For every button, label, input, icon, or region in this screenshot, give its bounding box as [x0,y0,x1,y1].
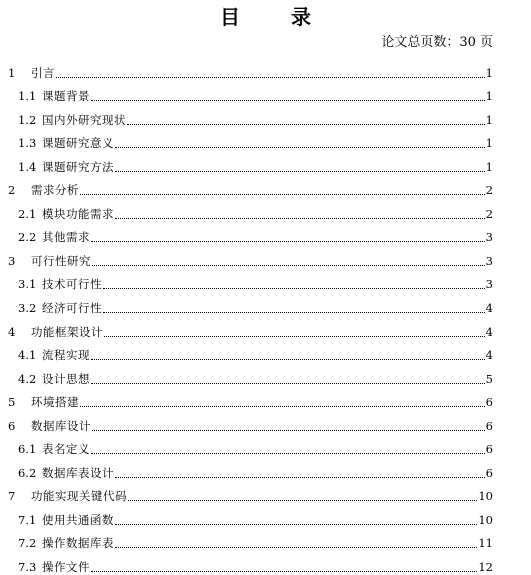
toc-entry-label: 操作数据库表 [42,536,114,551]
toc-entry-label: 课题研究意义 [42,136,114,151]
toc-entry-page-number: 6 [485,442,493,457]
toc-entry-number: 1.3 [18,136,37,151]
toc-entry-label: 经济可行性 [42,301,102,316]
toc-dot-leader [91,452,485,454]
toc-entry-number: 1 [8,65,16,80]
toc-entry-page-number: 1 [485,65,493,80]
page-count-label: 论文总页数：30 页 [381,35,493,50]
toc-entry-page-number: 1 [485,89,493,104]
toc-entry-page-number: 6 [485,418,493,433]
toc-dot-leader [127,123,485,125]
toc-entry-number: 3 [8,253,16,268]
toc-entry-label: 设计思想 [42,371,90,386]
toc-entry-page-number: 4 [485,301,493,316]
toc-dot-leader [91,382,485,384]
toc-entry-number: 1.2 [18,112,37,127]
toc-entry-label: 功能框架设计 [31,324,103,339]
toc-section-entry[interactable] [0,104,531,128]
toc-chapter-entry[interactable] [0,410,531,434]
toc-dot-leader [92,264,485,266]
toc-entry-number: 3.2 [18,301,37,316]
toc-dot-leader [91,240,485,242]
toc-entry-label: 课题研究方法 [42,159,114,174]
toc-entry-page-number: 10 [478,489,493,504]
toc-section-entry[interactable] [0,340,531,364]
toc-entry-page-number: 1 [485,159,493,174]
toc-entry-label: 功能实现关键代码 [31,489,127,504]
toc-entry-label: 数据库表设计 [42,465,114,480]
toc-entry-number: 4.2 [18,371,37,386]
toc-entry-page-number: 5 [485,371,493,386]
toc-entry-number: 4.1 [18,348,37,363]
toc-section-entry[interactable] [0,457,531,481]
toc-section-entry[interactable] [0,198,531,222]
toc-section-entry[interactable] [0,551,531,575]
toc-entry-page-number: 2 [485,183,493,198]
toc-dot-leader [115,170,485,172]
toc-entry-page-number: 4 [485,324,493,339]
toc-entry-label: 国内外研究现状 [42,112,126,127]
toc-entry-number: 2 [8,183,16,198]
toc-entry-label: 可行性研究 [31,253,91,268]
toc-entry-number: 5 [8,395,16,410]
toc-section-entry[interactable] [0,434,531,458]
toc-entry-label: 使用共通函数 [42,512,114,527]
toc-entry-label: 操作文件 [42,560,90,575]
toc-entry-page-number: 3 [485,230,493,245]
toc-entry-number: 7 [8,489,16,504]
toc-entry-number: 6 [8,418,16,433]
toc-entry-number: 7.1 [18,512,37,527]
toc-dot-leader [115,146,485,148]
toc-section-entry[interactable] [0,292,531,316]
toc-entry-label: 环境搭建 [31,395,79,410]
toc-chapter-entry[interactable] [0,481,531,505]
toc-section-entry[interactable] [0,81,531,105]
toc-entry-page-number: 11 [478,536,493,551]
toc-entry-label: 课题背景 [42,89,90,104]
toc-section-entry[interactable] [0,504,531,528]
toc-entry-label: 其他需求 [42,230,90,245]
toc-dot-leader [128,499,477,501]
toc-entry-number: 7.2 [18,536,37,551]
toc-entry-page-number: 6 [485,395,493,410]
toc-entry-page-number: 3 [485,253,493,268]
toc-entry-label: 流程实现 [42,348,90,363]
toc-entry-number: 7.3 [18,560,37,575]
toc-entry-label: 需求分析 [31,183,79,198]
toc-dot-leader [80,405,485,407]
toc-entry-page-number: 2 [485,206,493,221]
toc-dot-leader [91,99,485,101]
toc-entry-page-number: 1 [485,112,493,127]
toc-section-entry[interactable] [0,151,531,175]
toc-entry-label: 模块功能需求 [42,206,114,221]
toc-entry-label: 技术可行性 [42,277,102,292]
toc-dot-leader [104,335,485,337]
toc-chapter-entry[interactable] [0,57,531,81]
toc-entry-number: 1.1 [18,89,37,104]
toc-dot-leader [115,217,485,219]
toc-dot-leader [92,429,485,431]
toc-dot-leader [115,476,485,478]
toc-entry-label: 数据库设计 [31,418,91,433]
toc-entry-page-number: 6 [485,465,493,480]
toc-dot-leader [56,76,485,78]
toc-section-entry[interactable] [0,128,531,152]
toc-dot-leader [103,311,485,313]
toc-list [0,57,531,575]
toc-dot-leader [103,287,485,289]
toc-entry-page-number: 1 [485,136,493,151]
toc-dot-leader [115,523,477,525]
toc-entry-number: 3.1 [18,277,37,292]
toc-entry-page-number: 12 [478,560,493,575]
toc-title: 目 录 [220,5,333,29]
toc-section-entry[interactable] [0,222,531,246]
toc-entry-label: 引言 [31,65,55,80]
toc-chapter-entry[interactable] [0,245,531,269]
toc-chapter-entry[interactable] [0,387,531,411]
toc-entry-page-number: 4 [485,348,493,363]
toc-entry-number: 4 [8,324,16,339]
toc-entry-number: 1.4 [18,159,37,174]
toc-entry-number: 6.1 [18,442,37,457]
toc-section-entry[interactable] [0,363,531,387]
toc-entry-number: 2.1 [18,206,37,221]
toc-dot-leader [115,546,477,548]
toc-dot-leader [91,358,485,360]
toc-dot-leader [80,193,485,195]
toc-chapter-entry[interactable] [0,316,531,340]
toc-dot-leader [91,570,477,572]
toc-entry-number: 2.2 [18,230,37,245]
toc-chapter-entry[interactable] [0,175,531,199]
toc-entry-number: 6.2 [18,465,37,480]
toc-section-entry[interactable] [0,528,531,552]
toc-entry-label: 表名定义 [42,442,90,457]
toc-section-entry[interactable] [0,269,531,293]
toc-entry-page-number: 10 [478,512,493,527]
toc-entry-page-number: 3 [485,277,493,292]
